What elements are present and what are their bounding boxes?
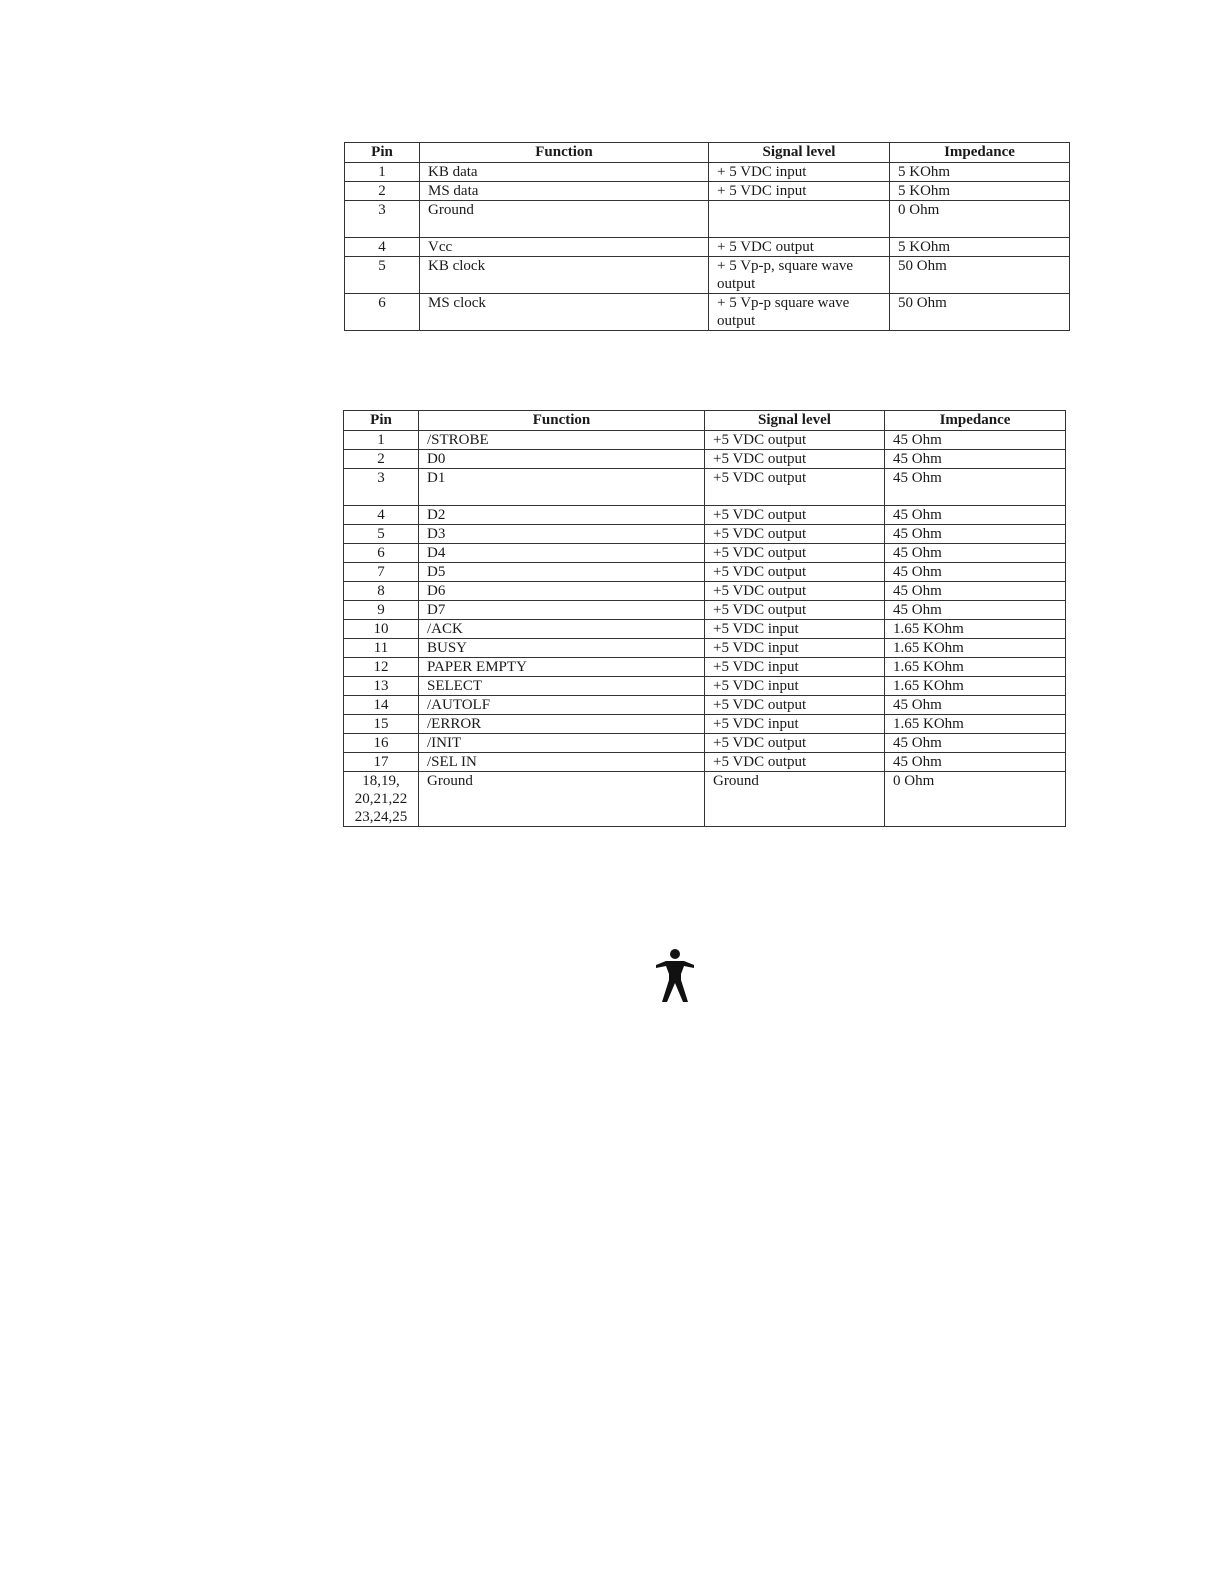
pin-cell: 11 <box>344 639 419 658</box>
table-row <box>345 201 1070 238</box>
signal-cell: +5 VDC output <box>705 506 885 525</box>
impedance-cell: 0 Ohm <box>890 201 1070 238</box>
impedance-cell: 5 KOhm <box>890 238 1070 257</box>
pin-cell: 15 <box>344 715 419 734</box>
signal-cell: + 5 Vp-p, square wave output <box>709 257 890 294</box>
impedance-cell: 5 KOhm <box>890 163 1070 182</box>
pin-cell: 3 <box>344 469 419 506</box>
parallel-pin-table <box>343 410 1066 827</box>
impedance-cell: 45 Ohm <box>885 753 1066 772</box>
ps2-pin-table <box>344 142 1070 331</box>
signal-cell: +5 VDC input <box>705 715 885 734</box>
signal-cell: +5 VDC output <box>705 431 885 450</box>
signal-cell: +5 VDC output <box>705 582 885 601</box>
impedance-cell: 45 Ohm <box>885 582 1066 601</box>
table-row <box>344 469 1066 506</box>
table-row <box>344 753 1066 772</box>
table-row <box>344 582 1066 601</box>
pin-cell: 4 <box>345 238 420 257</box>
signal-cell: + 5 VDC input <box>709 163 890 182</box>
pin-cell: 1 <box>345 163 420 182</box>
function-cell: Vcc <box>420 238 709 257</box>
impedance-cell: 45 Ohm <box>885 506 1066 525</box>
signal-cell: +5 VDC output <box>705 469 885 506</box>
table-row <box>344 563 1066 582</box>
signal-cell: +5 VDC output <box>705 563 885 582</box>
header-pin: Pin <box>344 411 419 431</box>
table-row <box>345 163 1070 182</box>
signal-cell: +5 VDC output <box>705 696 885 715</box>
function-cell: KB clock <box>420 257 709 294</box>
pin-cell: 17 <box>344 753 419 772</box>
function-cell: BUSY <box>419 639 705 658</box>
pin-cell: 6 <box>344 544 419 563</box>
table-row <box>344 639 1066 658</box>
function-cell: MS clock <box>420 294 709 331</box>
function-cell: D1 <box>419 469 705 506</box>
pin-cell: 13 <box>344 677 419 696</box>
impedance-cell: 45 Ohm <box>885 525 1066 544</box>
table-row <box>344 601 1066 620</box>
impedance-cell: 0 Ohm <box>885 772 1066 827</box>
function-cell: D2 <box>419 506 705 525</box>
table-row <box>344 620 1066 639</box>
impedance-cell: 1.65 KOhm <box>885 639 1066 658</box>
header-pin: Pin <box>345 143 420 163</box>
function-cell: /INIT <box>419 734 705 753</box>
header-impedance: Impedance <box>885 411 1066 431</box>
signal-cell: +5 VDC output <box>705 753 885 772</box>
table-row <box>345 182 1070 201</box>
impedance-cell: 1.65 KOhm <box>885 677 1066 696</box>
table-row <box>344 677 1066 696</box>
pin-cell: 2 <box>344 450 419 469</box>
signal-cell: Ground <box>705 772 885 827</box>
header-function: Function <box>420 143 709 163</box>
signal-cell <box>709 201 890 238</box>
impedance-cell: 45 Ohm <box>885 696 1066 715</box>
function-cell: D3 <box>419 525 705 544</box>
impedance-cell: 5 KOhm <box>890 182 1070 201</box>
function-cell: /SEL IN <box>419 753 705 772</box>
function-cell: Ground <box>420 201 709 238</box>
function-cell: D7 <box>419 601 705 620</box>
function-cell: KB data <box>420 163 709 182</box>
pin-cell: 12 <box>344 658 419 677</box>
impedance-cell: 1.65 KOhm <box>885 715 1066 734</box>
function-cell: /ACK <box>419 620 705 639</box>
table-row <box>344 525 1066 544</box>
signal-cell: +5 VDC input <box>705 677 885 696</box>
function-cell: /AUTOLF <box>419 696 705 715</box>
function-cell: MS data <box>420 182 709 201</box>
impedance-cell: 1.65 KOhm <box>885 658 1066 677</box>
header-impedance: Impedance <box>890 143 1070 163</box>
impedance-cell: 45 Ohm <box>885 431 1066 450</box>
table-header-row <box>344 411 1066 431</box>
function-cell: /ERROR <box>419 715 705 734</box>
pin-cell: 4 <box>344 506 419 525</box>
pin-cell: 16 <box>344 734 419 753</box>
table-row <box>344 734 1066 753</box>
signal-cell: +5 VDC output <box>705 525 885 544</box>
function-cell: D0 <box>419 450 705 469</box>
signal-cell: +5 VDC output <box>705 450 885 469</box>
table-row <box>344 544 1066 563</box>
signal-cell: + 5 VDC output <box>709 238 890 257</box>
pin-cell: 2 <box>345 182 420 201</box>
function-cell: Ground <box>419 772 705 827</box>
table-row <box>344 450 1066 469</box>
signal-cell: + 5 VDC input <box>709 182 890 201</box>
signal-cell: +5 VDC input <box>705 620 885 639</box>
pin-cell: 6 <box>345 294 420 331</box>
function-cell: D5 <box>419 563 705 582</box>
impedance-cell: 45 Ohm <box>885 469 1066 506</box>
signal-cell: +5 VDC input <box>705 639 885 658</box>
pin-cell: 18,19, 20,21,22 23,24,25 <box>344 772 419 827</box>
table-header-row <box>345 143 1070 163</box>
table-row <box>344 772 1066 827</box>
table-row <box>344 431 1066 450</box>
table-row <box>345 257 1070 294</box>
table-row <box>345 238 1070 257</box>
header-signal-level: Signal level <box>709 143 890 163</box>
impedance-cell: 50 Ohm <box>890 294 1070 331</box>
pin-cell: 8 <box>344 582 419 601</box>
impedance-cell: 45 Ohm <box>885 563 1066 582</box>
signal-cell: +5 VDC input <box>705 658 885 677</box>
table-row <box>344 715 1066 734</box>
impedance-cell: 1.65 KOhm <box>885 620 1066 639</box>
pin-cell: 3 <box>345 201 420 238</box>
function-cell: D6 <box>419 582 705 601</box>
impedance-cell: 45 Ohm <box>885 734 1066 753</box>
pin-cell: 1 <box>344 431 419 450</box>
table-row <box>344 506 1066 525</box>
function-cell: /STROBE <box>419 431 705 450</box>
table-row <box>344 658 1066 677</box>
table-row <box>345 294 1070 331</box>
signal-cell: +5 VDC output <box>705 544 885 563</box>
signal-cell: + 5 Vp-p square wave output <box>709 294 890 331</box>
impedance-cell: 45 Ohm <box>885 450 1066 469</box>
table-row <box>344 696 1066 715</box>
pin-cell: 5 <box>345 257 420 294</box>
header-function: Function <box>419 411 705 431</box>
impedance-cell: 45 Ohm <box>885 544 1066 563</box>
pin-cell: 10 <box>344 620 419 639</box>
pin-cell: 7 <box>344 563 419 582</box>
type-bf-applied-part-icon <box>654 948 696 1004</box>
header-signal-level: Signal level <box>705 411 885 431</box>
signal-cell: +5 VDC output <box>705 734 885 753</box>
impedance-cell: 45 Ohm <box>885 601 1066 620</box>
impedance-cell: 50 Ohm <box>890 257 1070 294</box>
function-cell: D4 <box>419 544 705 563</box>
signal-cell: +5 VDC output <box>705 601 885 620</box>
pin-cell: 5 <box>344 525 419 544</box>
function-cell: PAPER EMPTY <box>419 658 705 677</box>
pin-cell: 14 <box>344 696 419 715</box>
pin-cell: 9 <box>344 601 419 620</box>
function-cell: SELECT <box>419 677 705 696</box>
